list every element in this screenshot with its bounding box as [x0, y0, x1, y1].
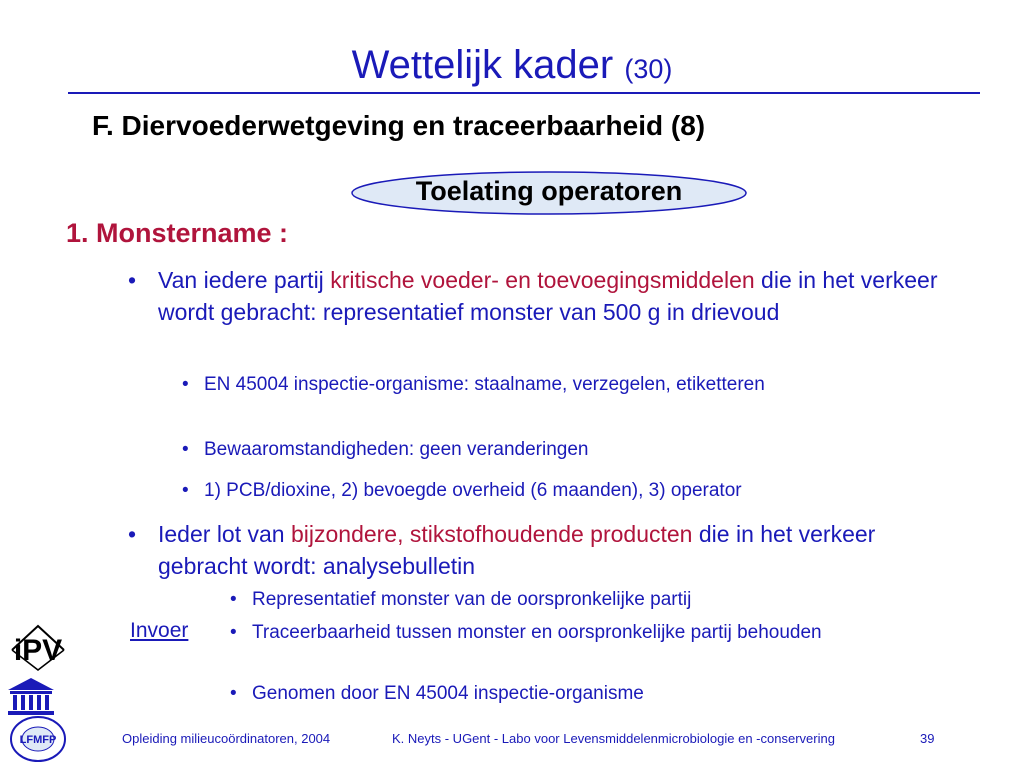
slide-title	[0, 40, 1024, 94]
sub-bullet-2-3-text: Genomen door EN 45004 inspectie-organisme	[252, 683, 644, 704]
bullet-1-dot: •	[128, 267, 137, 293]
lfmfp-logo-text: LFMFP	[19, 734, 57, 746]
sub-bullet-1-3-dot: •	[182, 480, 189, 501]
ipv-logo-text: iPV	[13, 634, 63, 667]
sub-bullet-2-2	[230, 620, 932, 646]
bullet-1	[128, 264, 948, 328]
slide-subtitle: F. Diervoederwetgeving en traceerbaarheid (8)	[92, 110, 706, 141]
bullet-1-text-highlight: kritische voeder- en toevoegingsmiddelen	[330, 267, 755, 293]
sub-bullet-2-3-dot: •	[230, 683, 237, 704]
sub-bullet-2-3	[230, 681, 972, 707]
oval-badge-label: Toelating operatoren	[415, 176, 683, 206]
bullet-2-text-part3: die in het verkeer gebracht wordt: analysebulletin	[158, 521, 876, 579]
sub-bullet-1-2	[182, 437, 964, 463]
sub-bullet-1-2-dot: •	[182, 439, 189, 460]
sub-bullet-1-1-dot: •	[182, 374, 189, 395]
invoer-label: Invoer	[130, 619, 189, 642]
sub-bullet-2-2-text: Traceerbaarheid tussen monster en oorspronkelijke partij behouden	[252, 622, 822, 643]
building-logo	[6, 676, 56, 716]
lfmfp-logo	[8, 714, 68, 764]
sub-bullet-1-1	[182, 372, 884, 398]
sub-bullet-1-3	[182, 478, 984, 504]
ipv-logo	[8, 620, 68, 672]
bullet-1-text-part3: die in het verkeer wordt gebracht: representatief monster van 500 g in drievoud	[158, 267, 938, 325]
sub-bullet-1-2-text: Bewaaromstandigheden: geen veranderingen	[204, 439, 589, 460]
footer-left: Opleiding milieucoördinatoren, 2004	[122, 731, 331, 746]
footer-page-number: 39	[920, 731, 935, 746]
bullet-2-text-highlight: bijzondere, stikstofhoudende producten	[290, 521, 693, 547]
bullet-2-text-part1: Ieder lot van	[158, 521, 291, 547]
section-heading: 1. Monstername :	[66, 218, 289, 248]
sub-bullet-2-1-dot: •	[230, 589, 237, 610]
sub-bullet-1-3-text: 1) PCB/dioxine, 2) bevoegde overheid (6 maanden), 3) operator	[204, 480, 742, 501]
bullet-2-dot: •	[128, 521, 137, 547]
sub-bullet-1-1-text: EN 45004 inspectie-organisme: staalname, verzegelen, etiketteren	[204, 374, 765, 395]
title-divider	[68, 92, 980, 94]
footer-center: K. Neyts - UGent - Labo voor Levensmiddelenmicrobiologie en -conservering	[392, 731, 835, 746]
slide-title-number: (30)	[624, 54, 673, 84]
sub-bullet-2-1-text: Representatief monster van de oorspronkelijke partij	[252, 589, 692, 610]
slide-title-main: Wettelijk kader	[351, 43, 614, 87]
bullet-2	[128, 518, 928, 582]
bullet-1-text-part1: Van iedere partij	[158, 267, 331, 293]
sub-bullet-2-1	[230, 587, 972, 613]
sub-bullet-2-2-dot: •	[230, 622, 237, 643]
